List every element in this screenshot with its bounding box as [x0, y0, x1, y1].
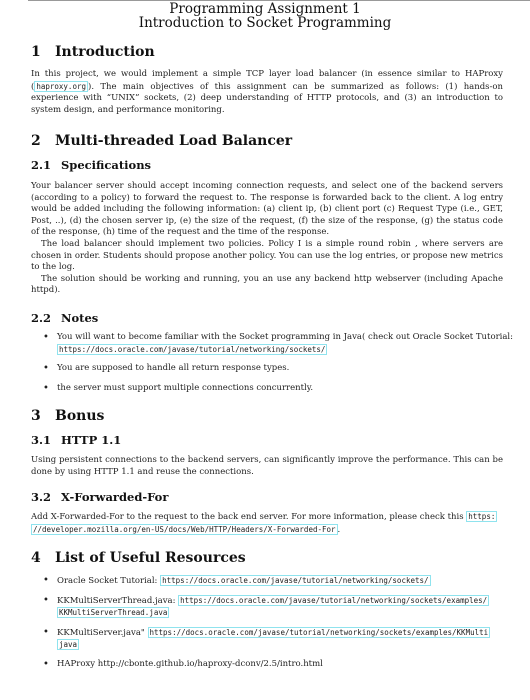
intro-text-end: ). The main objectives of this assignment can be summarized as follows: (1) hands-on experience with “UNIX” sockets, (2) deep understanding of HTTP protocols, and (3) an introduction to system design, and performance monitoring. [31, 81, 503, 115]
list-item [42, 595, 530, 620]
section-bonus-heading [31, 408, 104, 424]
mdn-xff-link-continued[interactable]: //developer.mozilla.org/en-US/docs/Web/HTTP/Headers/X-Forwarded-For [33, 524, 336, 534]
list-item: • You are supposed to handle all return response types. [42, 363, 530, 375]
notes-list [42, 332, 530, 394]
specifications-paragraph-1: Your balancer server should accept incoming connection requests, and select one of the backend servers (according to a policy) to forward the request to. The response is forwarded back to the client. A log entry would be added including the following information: (a) client ip, (b) client port (c) Request Type (i.e., GET, Post, ..), (d) the chosen server ip, (e) the size of the request, (f) the size of the response, (g) the status code of the response, (h) time of the request and the time of the response. [31, 181, 503, 238]
section-resources-heading [31, 550, 246, 566]
specifications-paragraph-2: The load balancer should implement two policies. Policy I is a simple round robin , where servers are chosen in order. Students should propose another policy. You can use the log entries, or propose new metrics to the log. [31, 238, 503, 273]
http11-paragraph: Using persistent connections to the backend servers, can significantly improve the performance. This can be done by using HTTP 1.1 and reuse the connections. [31, 455, 503, 477]
kkmultiserver-link[interactable]: https://docs.oracle.com/javase/tutorial/networking/sockets/examples/KKMulti [149, 627, 489, 637]
kkmultiserverthread-link[interactable]: https://docs.oracle.com/javase/tutorial/networking/sockets/examples/ [180, 595, 488, 605]
resources-list [42, 575, 530, 671]
list-item [42, 332, 530, 356]
section-title: Bonus [55, 408, 105, 424]
kkmultiserver-link-continued[interactable]: java [59, 640, 78, 650]
resource-label: KKMultiServer.java" [57, 627, 145, 638]
xff-text: Add X-Forwarded-For to the request to the back end server. For more information, please check this [31, 512, 464, 522]
document-title: Programming Assignment 1 [169, 1, 361, 17]
subsection-specifications-heading [31, 158, 151, 172]
note-text: You will want to become familiar with the Socket programming in Java( check out Oracle Socket Tutorial: [57, 332, 513, 342]
specifications-body [31, 181, 503, 297]
subsection-title: Notes [61, 311, 99, 325]
subsection-xff-heading [31, 490, 168, 504]
section-number: 3 [31, 408, 41, 424]
resource-label: Oracle Socket Tutorial: [57, 576, 158, 586]
subsection-title: X-Forwarded-For [61, 490, 169, 504]
subsection-number: 2.1 [31, 158, 52, 172]
subsection-http11-heading [31, 433, 121, 447]
subsection-title: HTTP 1.1 [61, 433, 122, 447]
oracle-sockets-link[interactable]: https://docs.oracle.com/javase/tutorial/networking/sockets/ [59, 344, 326, 354]
section-introduction-heading [31, 44, 155, 60]
document-subtitle: Introduction to Socket Programming [138, 15, 392, 31]
section-number: 1 [31, 44, 41, 60]
oracle-tutorial-link[interactable]: https://docs.oracle.com/javase/tutorial/networking/sockets/ [162, 576, 429, 585]
mdn-xff-link[interactable]: https: [468, 512, 496, 521]
section-number: 4 [31, 550, 41, 566]
list-item: • the server must support multiple connections concurrently. [42, 383, 530, 395]
specifications-paragraph-3: The solution should be working and running, you an use any backend http webserver (including Apache httpd). [31, 273, 503, 296]
subsection-number: 3.1 [31, 433, 52, 447]
subsection-notes-heading [31, 311, 98, 325]
section-title: Introduction [55, 44, 155, 60]
section-number: 2 [31, 133, 41, 149]
kkmultiserverthread-link-continued[interactable]: KKMultiServerThread.java [59, 608, 168, 618]
xff-period: . [337, 524, 341, 535]
list-item [42, 627, 530, 652]
subsection-number: 3.2 [31, 490, 52, 504]
xff-paragraph [31, 511, 503, 536]
list-item [42, 575, 530, 588]
list-item: • HAProxy http://cbonte.github.io/haproxy-dconv/2.5/intro.html [42, 659, 530, 671]
haproxy-link[interactable]: haproxy.org [36, 81, 86, 91]
subsection-title: Specifications [61, 158, 152, 172]
resource-label: KKMultiServerThread.java: [57, 595, 176, 606]
introduction-paragraph [31, 69, 503, 116]
intro-text-start: In this project, we would implement a simple TCP layer load balancer (in essence similar to HAProxy ( [31, 69, 503, 92]
subsection-number: 2.2 [31, 311, 52, 325]
section-title: List of Useful Resources [55, 550, 246, 566]
section-title: Multi-threaded Load Balancer [55, 133, 293, 149]
section-balancer-heading [31, 133, 292, 149]
